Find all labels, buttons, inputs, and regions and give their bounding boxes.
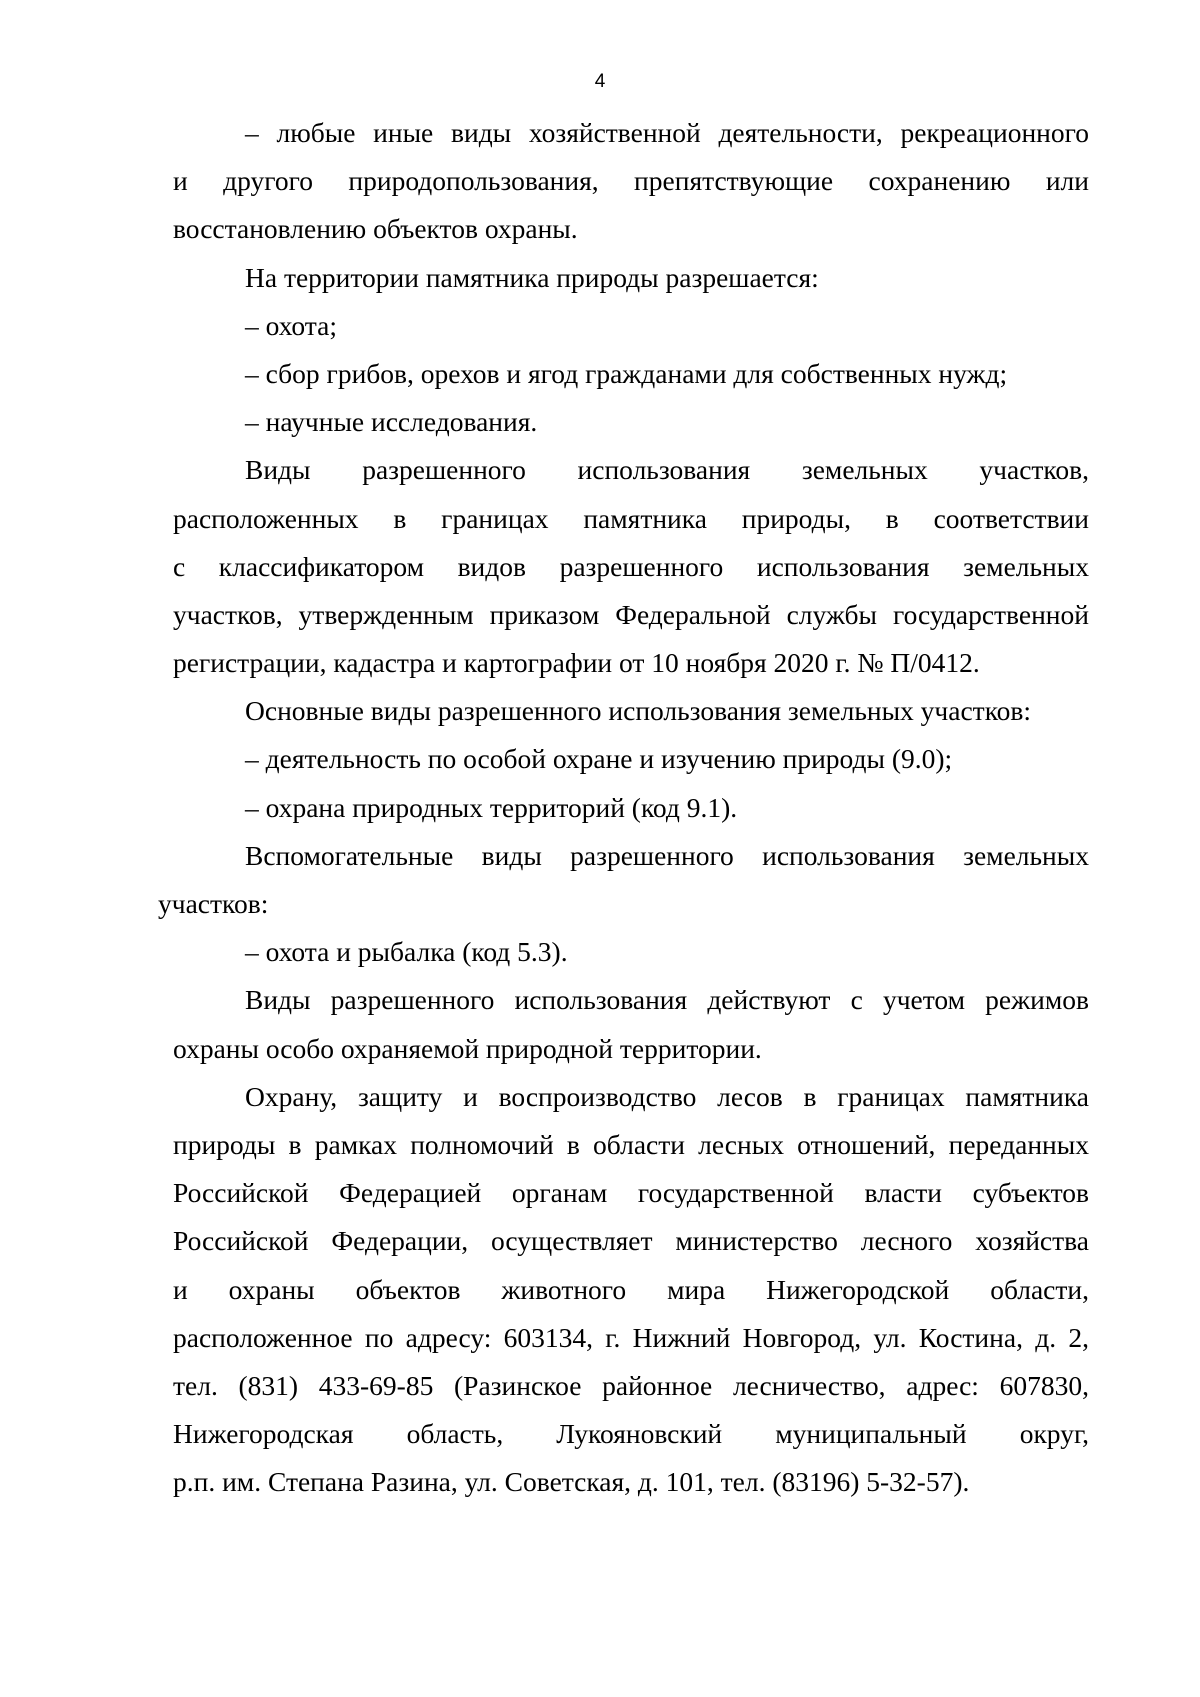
- text-line: – любые иные виды хозяйственной деятельности, рекреационного: [245, 117, 1089, 148]
- text-line: Виды разрешенного использования земельных участков,: [245, 454, 1089, 486]
- text-line: и охраны объектов животного мира Нижегородской области,: [173, 1273, 1089, 1305]
- text-line: восстановлению объектов охраны.: [173, 213, 578, 245]
- text-line: – охота и рыбалка (код 5.3).: [245, 936, 568, 968]
- text-line: – научные исследования.: [245, 406, 538, 438]
- text-line: Охрану, защиту и воспроизводство лесов в границах памятника: [245, 1080, 1089, 1112]
- text-line: и другого природопользования, препятствующие сохранению или: [173, 165, 1089, 197]
- text-line: с классификатором видов разрешенного использования земельных: [173, 550, 1089, 582]
- text-line: участков:: [158, 888, 269, 919]
- text-line: Виды разрешенного использования действуют с учетом режимов: [245, 984, 1089, 1016]
- text-line: расположенных в границах памятника природы, в соответствии: [173, 502, 1089, 534]
- text-line: Российской Федерацией органам государственной власти субъектов: [173, 1177, 1089, 1209]
- text-line: природы в рамках полномочий в области лесных отношений, переданных: [173, 1128, 1089, 1160]
- text-line: Российской Федерации, осуществляет министерство лесного хозяйства: [173, 1225, 1089, 1257]
- text-line: расположенное по адресу: 603134, г. Нижний Новгород, ул. Костина, д. 2,: [173, 1321, 1089, 1353]
- text-line: тел. (831) 433-69-85 (Разинское районное лесничество, адрес: 607830,: [173, 1369, 1089, 1401]
- text-line: – сбор грибов, орехов и ягод гражданами для собственных нужд;: [245, 357, 1008, 389]
- text-line: регистрации, кадастра и картографии от 10 ноября 2020 г. № П/0412.: [173, 647, 980, 679]
- text-line: р.п. им. Степана Разина, ул. Советская, д. 101, тел. (83196) 5-32-57).: [173, 1466, 970, 1498]
- page-number: 4: [594, 71, 606, 92]
- text-line: Основные виды разрешенного использования земельных участков:: [245, 695, 1032, 727]
- text-line: охраны особо охраняемой природной территории.: [173, 1032, 762, 1064]
- document-body: [158, 109, 1089, 1506]
- text-line: На территории памятника природы разрешается:: [245, 261, 819, 293]
- text-line: участков, утвержденным приказом Федеральной службы государственной: [173, 598, 1089, 630]
- text-line: – охрана природных территорий (код 9.1).: [245, 791, 738, 823]
- text-line: Вспомогательные виды разрешенного использования земельных: [245, 839, 1089, 871]
- text-line: – охота;: [245, 309, 337, 341]
- text-line: Нижегородская область, Лукояновский муниципальный округ,: [173, 1418, 1089, 1450]
- text-line: – деятельность по особой охране и изучению природы (9.0);: [245, 743, 953, 775]
